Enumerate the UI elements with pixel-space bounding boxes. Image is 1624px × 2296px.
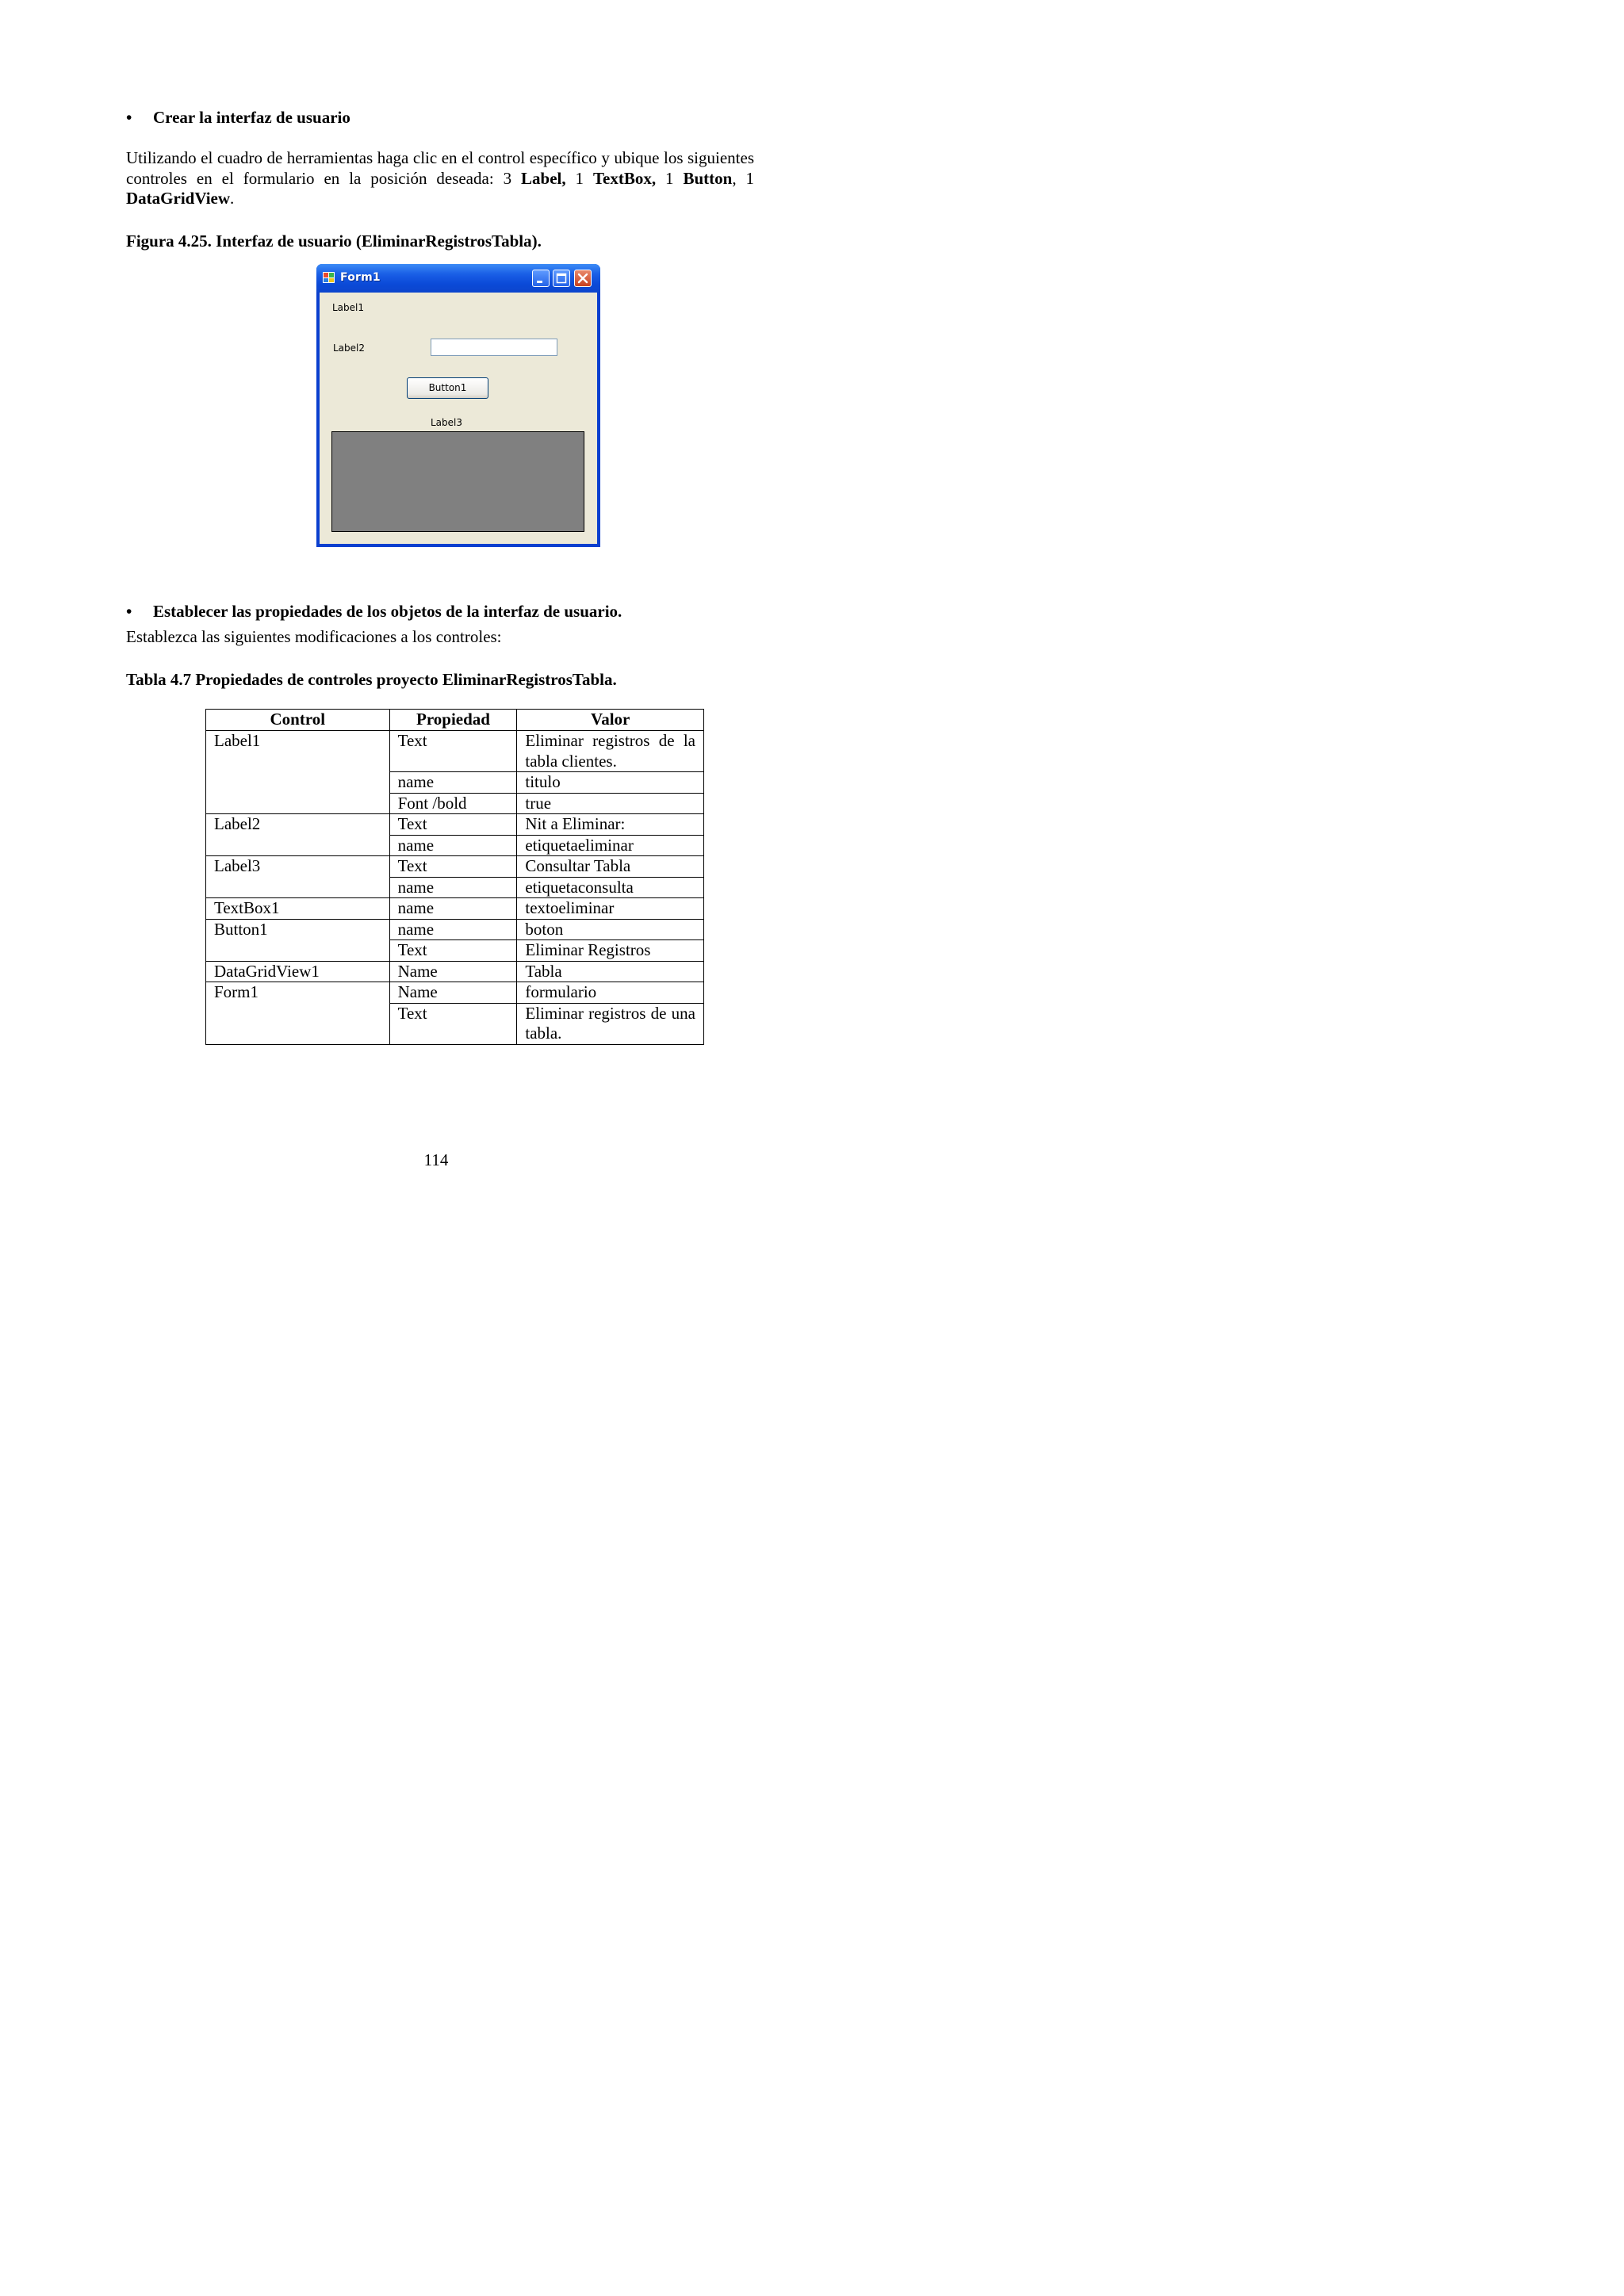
- table-row: [206, 1003, 704, 1044]
- intro-paragraph: [126, 148, 754, 209]
- column-header: Control: [206, 710, 390, 731]
- app-icon: [323, 272, 335, 283]
- page-number: 114: [423, 1150, 449, 1169]
- bullet-icon: •: [126, 602, 132, 621]
- property-cell: Text: [389, 1003, 517, 1044]
- table-caption: Tabla 4.7 Propiedades de controles proyecto EliminarRegistrosTabla.: [126, 670, 617, 689]
- bullet-icon: •: [126, 108, 132, 127]
- window-title: Form1: [340, 271, 381, 284]
- control-cell: TextBox1: [206, 898, 390, 920]
- table-row: [206, 877, 704, 898]
- value-cell: formulario: [517, 982, 704, 1004]
- table-row: [206, 793, 704, 814]
- table-row: [206, 814, 704, 836]
- value-cell: true: [517, 793, 704, 814]
- close-icon: [575, 270, 591, 286]
- value-cell: etiquetaeliminar: [517, 835, 704, 856]
- intro-text: 1: [565, 168, 593, 188]
- property-cell: Name: [389, 982, 517, 1004]
- value-cell: Nit a Eliminar:: [517, 814, 704, 836]
- control-cell: Label1: [206, 731, 390, 772]
- value-cell: etiquetaconsulta: [517, 877, 704, 898]
- minimize-icon: [533, 270, 549, 286]
- datagridview1[interactable]: [331, 431, 584, 532]
- property-cell: Text: [389, 856, 517, 878]
- property-cell: Text: [389, 731, 517, 772]
- value-cell: Eliminar Registros: [517, 940, 704, 962]
- value-cell: boton: [517, 919, 704, 940]
- control-cell: [206, 835, 390, 856]
- property-cell: name: [389, 877, 517, 898]
- control-cell: Button1: [206, 919, 390, 940]
- column-header: Valor: [517, 710, 704, 731]
- property-cell: name: [389, 835, 517, 856]
- property-cell: Name: [389, 961, 517, 982]
- label2: Label2: [333, 342, 366, 354]
- table-header-row: [206, 710, 704, 731]
- table-row: [206, 919, 704, 940]
- section-subtext: Establezca las siguientes modificaciones a los controles:: [126, 627, 502, 646]
- intro-bold-label: Label,: [521, 168, 566, 188]
- table-row: [206, 772, 704, 794]
- label3: Label3: [431, 417, 463, 428]
- table-row: [206, 856, 704, 878]
- control-cell: Form1: [206, 982, 390, 1004]
- close-button[interactable]: [574, 270, 592, 287]
- property-cell: name: [389, 772, 517, 794]
- table-row: [206, 898, 704, 920]
- control-cell: [206, 940, 390, 962]
- value-cell: titulo: [517, 772, 704, 794]
- form-window-screenshot: [316, 264, 600, 547]
- maximize-button[interactable]: [553, 270, 570, 287]
- table-row: [206, 940, 704, 962]
- control-cell: Label3: [206, 856, 390, 878]
- properties-table: [205, 709, 704, 1045]
- table-row: [206, 731, 704, 772]
- control-cell: [206, 793, 390, 814]
- intro-bold-datagridview: DataGridView: [126, 189, 231, 208]
- button1[interactable]: Button1: [407, 377, 488, 399]
- minimize-button[interactable]: [532, 270, 550, 287]
- value-cell: textoeliminar: [517, 898, 704, 920]
- section-heading-crear-interfaz: [126, 108, 350, 127]
- value-cell: Eliminar registros de una tabla.: [517, 1003, 704, 1044]
- property-cell: name: [389, 898, 517, 920]
- intro-text: Utilizando el cuadro de herramientas haga clic en el control específico y ubique los siguientes controles en el formulario en la posición deseada: 3: [126, 148, 754, 188]
- maximize-icon: [553, 270, 569, 286]
- property-cell: Text: [389, 814, 517, 836]
- section-heading-text: Establecer las propiedades de los objetos de la interfaz de usuario.: [153, 602, 622, 621]
- section-heading-text: Crear la interfaz de usuario: [153, 108, 350, 127]
- intro-text: , 1: [732, 168, 755, 188]
- property-cell: Font /bold: [389, 793, 517, 814]
- label1: Label1: [332, 302, 365, 313]
- intro-bold-textbox: TextBox,: [592, 168, 657, 188]
- property-cell: Text: [389, 940, 517, 962]
- form-client-area: [320, 293, 597, 544]
- intro-text: 1: [656, 168, 684, 188]
- figure-caption: Figura 4.25. Interfaz de usuario (EliminarRegistrosTabla).: [126, 232, 542, 251]
- column-header: Propiedad: [389, 710, 517, 731]
- control-cell: DataGridView1: [206, 961, 390, 982]
- control-cell: [206, 772, 390, 794]
- table-row: [206, 982, 704, 1004]
- control-cell: Label2: [206, 814, 390, 836]
- value-cell: Tabla: [517, 961, 704, 982]
- table-row: [206, 961, 704, 982]
- control-cell: [206, 1003, 390, 1044]
- control-cell: [206, 877, 390, 898]
- property-cell: name: [389, 919, 517, 940]
- intro-text: .: [230, 189, 235, 208]
- window-titlebar: [316, 264, 600, 293]
- value-cell: Consultar Tabla: [517, 856, 704, 878]
- section-heading-propiedades: [126, 602, 622, 621]
- textbox1[interactable]: [431, 339, 557, 356]
- intro-bold-button: Button: [683, 168, 733, 188]
- value-cell: Eliminar registros de la tabla clientes.: [517, 731, 704, 772]
- table-row: [206, 835, 704, 856]
